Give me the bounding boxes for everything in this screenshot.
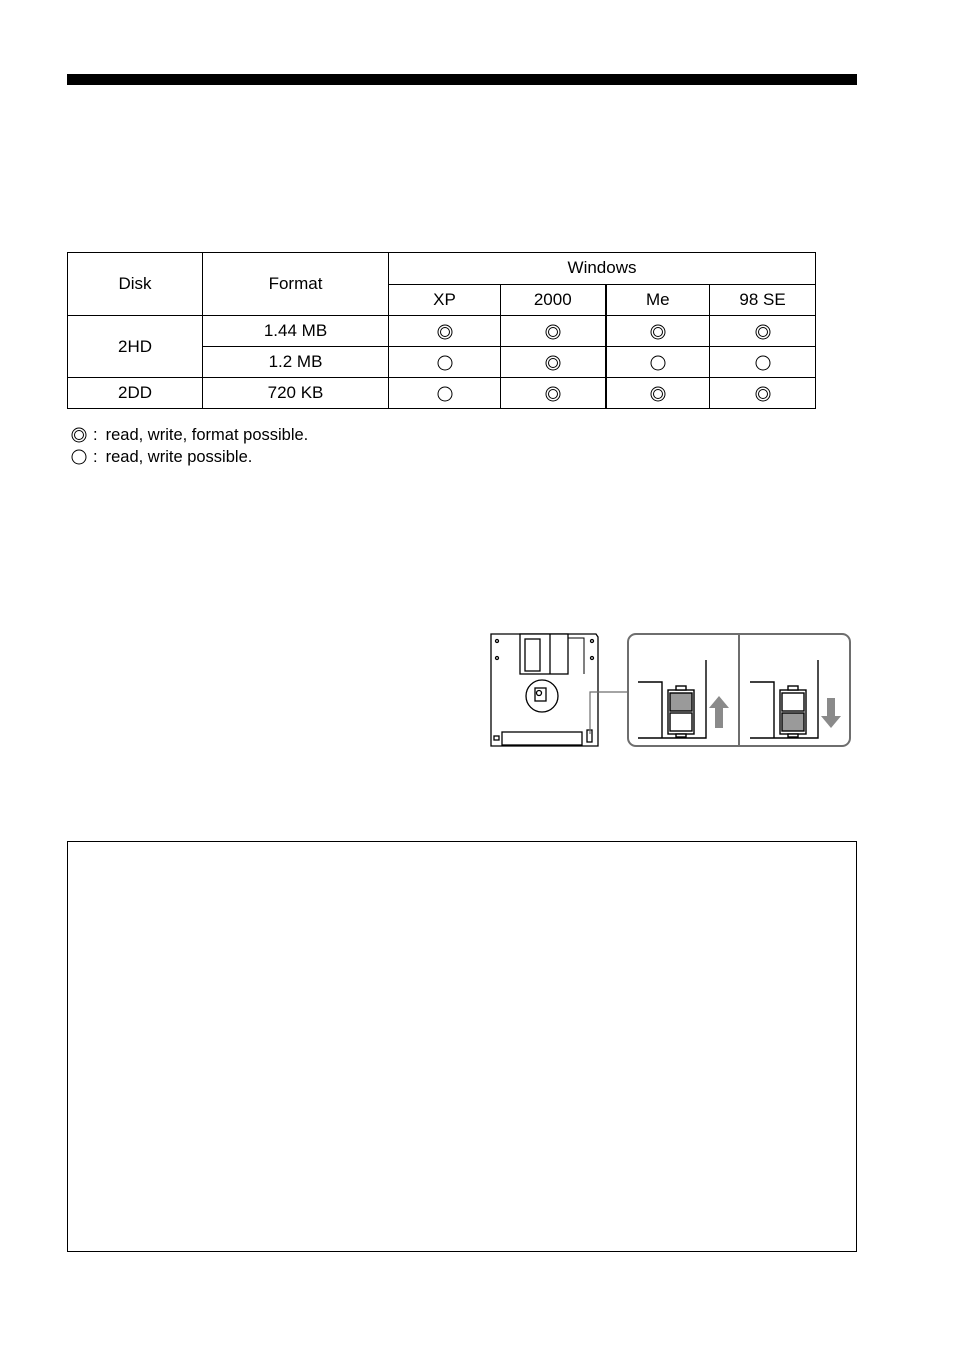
- support-cell: [501, 316, 606, 347]
- header-os-me: Me: [606, 284, 710, 316]
- table-row: [68, 316, 816, 347]
- header-os-xp: XP: [389, 284, 501, 316]
- circle-icon: [437, 386, 453, 402]
- legend-rw-text: read, write possible.: [105, 448, 253, 466]
- double-circle-icon: [755, 324, 771, 340]
- top-rule: [67, 74, 857, 85]
- header-os-98se: 98 SE: [710, 284, 816, 316]
- circle-icon: [650, 355, 666, 371]
- support-cell: [501, 378, 606, 409]
- compatibility-table: [67, 252, 816, 409]
- floppy-disk-icon: [491, 634, 598, 746]
- header-disk: Disk: [68, 253, 203, 316]
- support-cell: [606, 347, 710, 378]
- support-cell: [389, 347, 501, 378]
- circle-icon: [437, 355, 453, 371]
- legend-full-text: read, write, format possible.: [105, 426, 309, 444]
- row-format: 1.2 MB: [203, 347, 389, 378]
- double-circle-icon: [545, 355, 561, 371]
- row-format: 1.44 MB: [203, 316, 389, 347]
- tab-detail-panels: [628, 634, 850, 746]
- circle-icon: [71, 449, 87, 465]
- write-protect-tab-illustration: [488, 630, 854, 750]
- double-circle-icon: [545, 386, 561, 402]
- circle-icon: [755, 355, 771, 371]
- row-format: 720 KB: [203, 378, 389, 409]
- double-circle-icon: [545, 324, 561, 340]
- legend-full: [71, 424, 308, 446]
- row-disk-2dd: 2DD: [68, 378, 203, 409]
- support-cell: [606, 316, 710, 347]
- row-disk-2hd: 2HD: [68, 316, 203, 378]
- double-circle-icon: [650, 386, 666, 402]
- header-format: Format: [203, 253, 389, 316]
- header-windows: Windows: [389, 253, 816, 285]
- table-row: [68, 378, 816, 409]
- double-circle-icon: [755, 386, 771, 402]
- legend: [71, 424, 308, 468]
- support-cell: [389, 378, 501, 409]
- double-circle-icon: [71, 427, 87, 443]
- legend-rw: [71, 446, 308, 468]
- legend-separator: :: [93, 448, 98, 466]
- support-cell: [710, 316, 816, 347]
- legend-separator: :: [93, 426, 98, 444]
- note-box: [67, 841, 857, 1252]
- support-cell: [710, 378, 816, 409]
- header-os-2000: 2000: [501, 284, 606, 316]
- support-cell: [389, 316, 501, 347]
- support-cell: [501, 347, 606, 378]
- support-cell: [710, 347, 816, 378]
- support-cell: [606, 378, 710, 409]
- double-circle-icon: [650, 324, 666, 340]
- double-circle-icon: [437, 324, 453, 340]
